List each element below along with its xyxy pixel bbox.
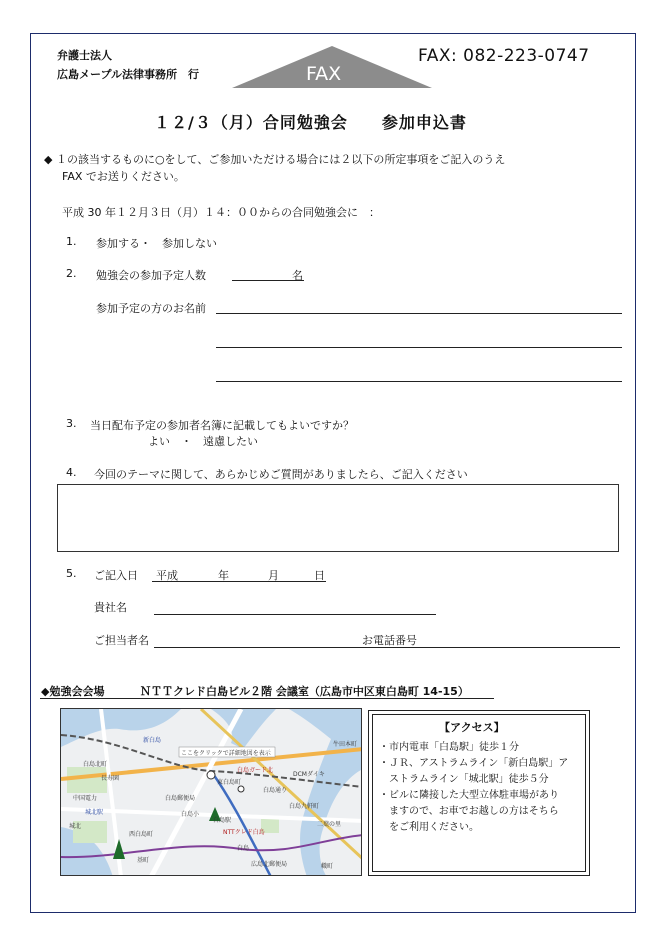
entry-date-field[interactable] [152,581,326,582]
q2-label: 勉強会の参加予定人数 [96,269,206,282]
attendee-names-label: 参加予定の方のお名前 [96,302,206,315]
access-title: 【アクセス】 [439,721,505,734]
map-label-johoku: 城北 [69,823,82,830]
fax-number: FAX: 082-223-0747 [418,46,590,66]
q1-number: 1. [66,235,77,248]
q4-number: 4. [66,466,77,479]
map-label-johoku-station: 城北駅 [85,809,104,816]
phone-label: お電話番号 [362,634,417,647]
access-item-1: ・市内電車「白島駅」徒歩１分 [379,742,519,753]
instruction-line-2: FAX でお送りください。 [62,170,185,183]
map-label-hakushima-station: 白島駅 [213,817,232,824]
company-field[interactable] [154,614,436,615]
map-label-chojuen: 長寿園 [101,775,120,782]
map-label-ushita: 牛田本町 [333,741,358,748]
fax-label: FAX [306,63,342,85]
q3-options[interactable]: よい ・ 遠慮したい [148,435,258,448]
page-title: １２/３（月）合同勉強会 参加申込書 [154,113,467,132]
attendee-name-field-1[interactable] [216,313,622,314]
map-label-school: 白島小 [181,811,200,818]
attendee-name-field-3[interactable] [216,381,622,382]
map-label-guard-kita: 白島ガード北 [237,767,274,774]
q3-number: 3. [66,417,77,430]
contact-person-field[interactable] [154,647,620,648]
instruction-line-1: ◆ １の該当するものに○をして、ご参加いただける場合には２以下の所定事項をご記入のうえ [44,153,506,166]
map-label-dcm: DCMダイキ [293,771,325,778]
date-era: 平成 [156,569,178,582]
firm-name: 広島メープル法律事務所 行 [57,68,200,81]
question-textarea[interactable] [57,484,619,552]
map-label-futaba: 二葉の里 [317,821,342,828]
map-label-higashi-hakushima: 東白島町 [217,779,242,786]
date-day: 日 [314,569,325,582]
firm-type: 弁護士法人 [57,49,112,62]
attendee-name-field-2[interactable] [216,347,622,348]
map-label-motomachi: 基町 [137,857,150,864]
map-label-post-office: 白島郵便局 [165,795,196,802]
q1-options[interactable]: 参加する・ 参加しない [96,237,217,250]
access-item-3: ストラムライン「城北駅」徒歩５分 [379,774,549,785]
access-item-4: ・ビルに隣接した大型立体駐車場があり [379,790,559,801]
q3-question: 当日配布予定の参加者名簿に記載してもよいですか？ [90,419,354,432]
q2-number: 2. [66,267,77,280]
venue-map[interactable] [60,708,362,876]
intro-text: 平成 30 年１２月３日（月）１４：００からの合同勉強会に ： [62,206,380,219]
company-label: 貴社名 [94,601,127,614]
access-item-6: をご利用ください。 [379,822,479,833]
venue-detail: ＮＴＴクレド白島ビル２階 会議室（広島市中区東白島町 14-15） [140,685,469,698]
contact-person-label: ご担当者名 [94,634,149,647]
map-label-kyukenmachi: 白島九軒町 [289,803,320,810]
venue-label: ◆勉強会会場 [41,685,105,698]
map-graphic [61,709,362,876]
map-label-click-detail[interactable]: ここをクリックで詳細地図を表示 [181,750,271,757]
venue-underline [40,698,494,699]
map-label-hakushima: 白島 [237,845,250,852]
map-label-hakushima-kitamachi: 白島北町 [83,761,108,768]
q5-number: 5. [66,567,77,580]
date-year: 年 [218,569,229,582]
map-label-nobori: 幟町 [321,863,334,870]
map-label-ntt-credo: NTTクレド白島 [223,829,265,836]
access-box [368,710,590,876]
map-label-kita-post: 広島北郵便局 [251,861,288,868]
map-label-shin-hakushima: 新白島 [143,737,162,744]
entry-date-label: ご記入日 [94,569,138,582]
access-item-2: ・ＪＲ、アストラムライン「新白島駅」ア [379,758,569,769]
map-label-chugoku-denryoku: 中国電力 [73,795,98,802]
map-label-hakushima-dori: 白島通り [263,787,288,794]
date-month: 月 [268,569,279,582]
q4-question: 今回のテーマに関して、あらかじめご質問がありましたら、ご記入ください [94,468,468,481]
access-item-5: ますので、お車でお越しの方はそちら [379,806,559,817]
q2-unit: 名 [292,269,303,282]
map-label-nishi-hakushima: 西白島町 [129,831,154,838]
